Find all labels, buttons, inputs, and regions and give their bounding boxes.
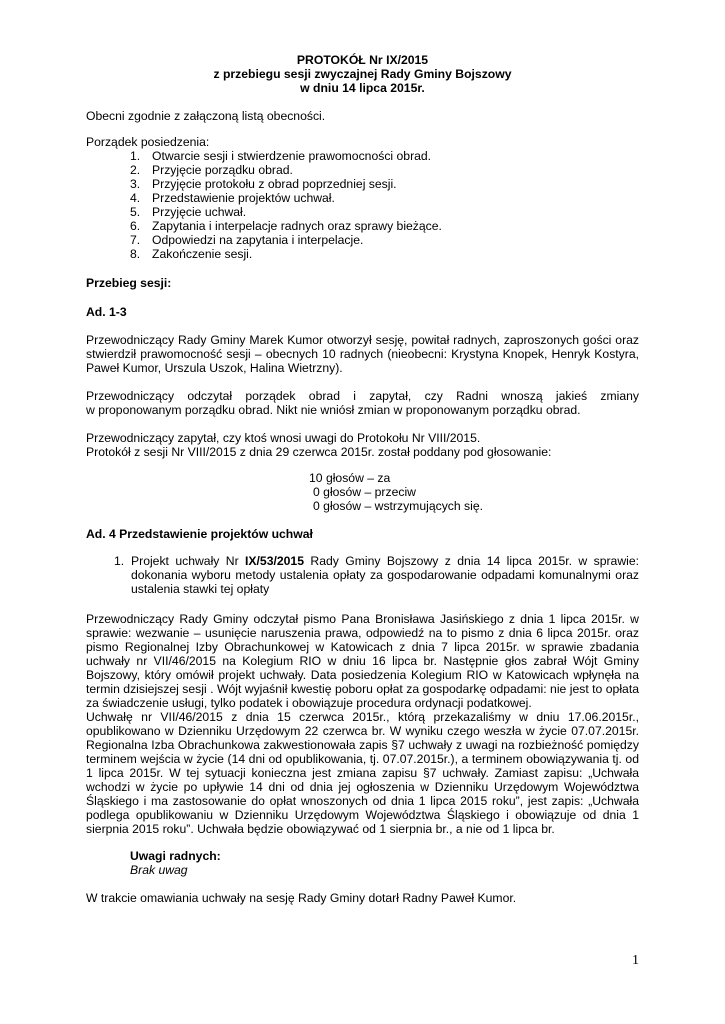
- agenda-item: 5. Przyjęcie uchwał.: [130, 205, 247, 219]
- agenda-item: 6. Zapytania i interpelacje radnych oraz sprawy bieżące.: [130, 219, 442, 233]
- remarks-heading: Uwagi radnych:: [130, 849, 221, 863]
- session-heading: Przebieg sesji:: [86, 276, 172, 290]
- document-date: w dniu 14 lipca 2015r.: [300, 81, 425, 95]
- agenda-item: 8. Zakończenie sesji.: [130, 247, 253, 261]
- agenda-item: 1. Otwarcie sesji i stwierdzenie prawomocności obrad.: [130, 149, 432, 163]
- ad4-paragraph: Przewodniczący Rady Gminy odczytał pismo Pana Bronisława Jasińskiego z dnia 1 lipca 2015r. w sprawie: wezwanie – usunięcie naruszenia prawa, odpowiedź na to pismo z dnia 6 lipca 2015r. oraz pismo Regionalnej Izby Obrachunkowej w Katowicach z dnia 7 lipca 2015r. w sprawie zbadania uchwały nr VII/46/2015 na Kolegium RIO w dniu 16 lipca br. Następnie głos zabrał Wójt Gminy Bojszowy, który omówił projekt uchwały. Data posiedzenia Kolegium RIO w Katowicach wpłynęła na termin dzisiejszej sesji . Wójt wyjaśnił kwestię poboru opłat za gospodarkę odpadami: nie jest to opłata za świadczenie usługi, tylko podatek i obowiązuje procedura ordynacji podatkowej. Uchwałę nr VII/46/2015 z dnia 15 czerwca 2015r., którą przekazaliśmy w dniu 17.06.2015r., opublikowano w Dzienniku Urzędowym 22 czerwca br. W wyniku czego weszła w życie 07.07.2015r. Regionalna Izba Obrachunkowa zakwestionowała zapis §7 uchwały z uwagi na rozbieżność pomiędzy terminem wejścia w życie (14 dni od opublikowania, tj. 07.07.2015r.), a terminem obowiązywania tj. od 1 lipca 2015r. W tej sytuacji konieczna jest zmiana zapisu §7 uchwały. Zamiast zapisu: „Uchwała wchodzi w życie po upływie 14 dni od dnia jej ogłoszenia w Dzienniku Urzędowym Województwa Śląskiego i ma zastosowanie do opłat wnoszonych od dnia 1 lipca 2015 roku”, jest zapis: „Uchwała podlega opublikowaniu w Dzienniku Urzędowym Województwa Śląskiego i obowiązuje od dnia 1 sierpnia 2015 roku”. Uchwała będzie obowiązywać od 1 sierpnia br., a nie od 1 lipca br.: [86, 612, 639, 836]
- page-number: 1: [632, 953, 639, 968]
- vote-results: [309, 471, 483, 513]
- remarks-text: Brak uwag: [130, 863, 188, 877]
- agenda-item: 2. Przyjęcie porządku obrad.: [130, 163, 293, 177]
- attendance-note: Obecni zgodnie z załączoną listą obecności.: [86, 109, 326, 123]
- agenda-list: [130, 149, 530, 261]
- ad13-heading: Ad. 1-3: [86, 305, 127, 319]
- agenda-item: 4. Przedstawienie projektów uchwał.: [130, 191, 335, 205]
- ad4-heading: Ad. 4 Przedstawienie projektów uchwał: [86, 527, 313, 541]
- ad13-paragraph-agenda: Przewodniczący odczytał porządek obrad i zapytał, czy Radni wnoszą jakieś zmiany w proponowanym porządku obrad. Nikt nie wniósł zmian w proponowanym porządku obrad.: [86, 389, 639, 417]
- agenda-item: 7. Odpowiedzi na zapytania i interpelacje.: [130, 233, 364, 247]
- ad13-paragraph-protocol: Przewodniczący zapytał, czy ktoś wnosi uwagi do Protokołu Nr VIII/2015. Protokół z sesji Nr VIII/2015 z dnia 29 czerwca 2015r. został poddany pod głosowanie:: [86, 431, 552, 459]
- vote-abstain: 0 głosów – wstrzymujących się.: [313, 499, 484, 513]
- agenda-item: 3. Przyjęcie protokołu z obrad poprzedniej sesji.: [130, 177, 397, 191]
- vote-against: 0 głosów – przeciw: [313, 485, 416, 499]
- closing-note: W trakcie omawiania uchwały na sesję Rady Gminy dotarł Radny Paweł Kumor.: [86, 891, 517, 905]
- remarks-section: [130, 849, 221, 877]
- document-subtitle: z przebiegu sesji zwyczajnej Rady Gminy Bojszowy: [213, 67, 512, 81]
- document-title: PROTOKÓŁ Nr IX/2015: [296, 53, 429, 67]
- vote-for: 10 głosów – za: [309, 471, 391, 485]
- resolution-number: IX/53/2015: [245, 554, 304, 568]
- agenda-heading: Porządek posiedzenia:: [86, 135, 210, 149]
- ad13-paragraph-opening: Przewodniczący Rady Gminy Marek Kumor otworzył sesję, powitał radnych, zaproszonych gości oraz stwierdził prawomocność sesji – obecnych 10 radnych (nieobecni: Krystyna Knopek, Henryk Kostyra, Paweł Kumor, Urszula Uszok, Halina Wietrzny).: [86, 333, 639, 375]
